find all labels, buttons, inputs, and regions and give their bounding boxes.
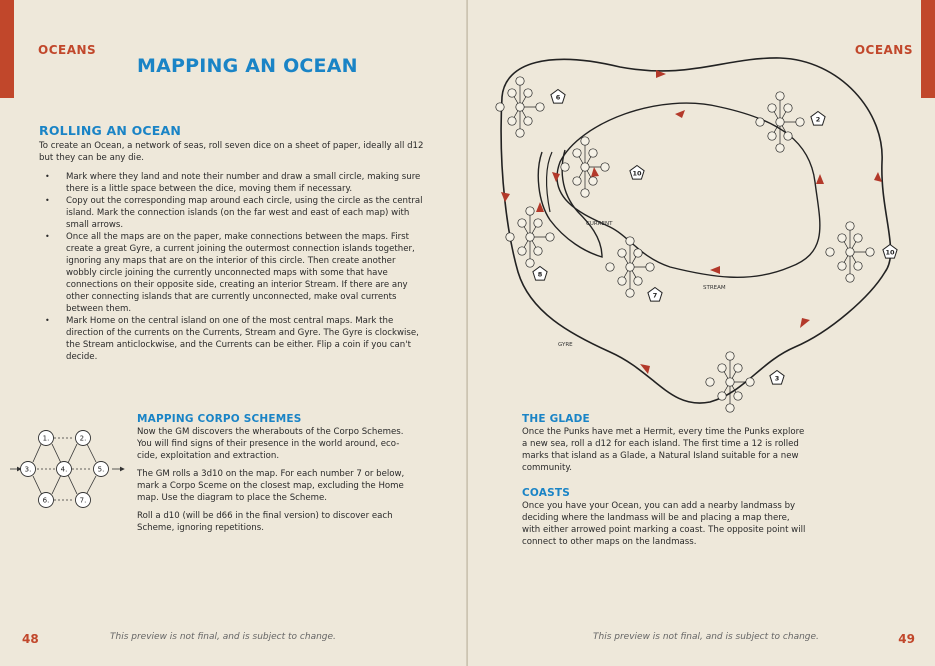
island [589, 177, 597, 185]
corpo-body [137, 426, 412, 534]
island [606, 263, 614, 271]
island [524, 117, 532, 125]
island [846, 222, 854, 230]
island [854, 262, 862, 270]
right-folio: 49 [898, 632, 915, 646]
bullet-item: • Copy out the corresponding map around each circle, using the circle as the central island. Mark the connection islands (on the far west and east of each map) with small arrows. [39, 195, 424, 231]
island [518, 247, 526, 255]
island [784, 104, 792, 112]
rolling-intro: To create an Ocean, a network of seas, roll seven dice on a sheet of paper, ideally all d12 but they can be any die. [39, 141, 424, 163]
island [626, 289, 634, 297]
island [796, 118, 804, 126]
die-value: 7 [652, 291, 658, 300]
corpo-paragraph: Roll a d10 (will be d66 in the final version) to discover each Scheme, ignoring repetitions. [137, 511, 393, 533]
island [776, 144, 784, 152]
ocean-map [490, 52, 910, 414]
die-marker [648, 288, 662, 302]
island [746, 378, 754, 386]
island [524, 89, 532, 97]
island [734, 392, 742, 400]
island [726, 352, 734, 360]
island [626, 237, 634, 245]
glade-heading: THE GLADE [522, 413, 590, 425]
island [534, 219, 542, 227]
island [508, 117, 516, 125]
island [546, 233, 554, 241]
rolling-bullets [39, 171, 424, 363]
rolling-section [39, 123, 424, 363]
node-label: 5. [97, 465, 105, 474]
sea-map [826, 222, 874, 282]
node-label: 3. [24, 465, 32, 474]
left-running-head: OCEANS [38, 43, 97, 57]
bullet-item: • Mark Home on the central island on one of the most central maps. Mark the direction of the currents on the Currents, Stream and Gyre. The Gyre is clockwise, the Stream anticlockwise, and the Currents can be either. Flip a coin if you can't decide. [39, 315, 424, 363]
rolling-body [39, 140, 424, 363]
island [726, 378, 734, 386]
island [776, 118, 784, 126]
sea-map [606, 237, 654, 297]
island [718, 364, 726, 372]
die-value: 8 [537, 270, 543, 279]
island [526, 207, 534, 215]
island [526, 259, 534, 267]
die-marker [630, 166, 644, 180]
island [634, 249, 642, 257]
island [581, 189, 589, 197]
map-label: GYRE [558, 342, 573, 348]
island [726, 404, 734, 412]
bullet-item: • Mark where they land and note their number and draw a small circle, making sure there is a little space between the dice, moving them if necessary. [39, 171, 424, 195]
right-page [468, 0, 935, 666]
island [516, 129, 524, 137]
die-marker [811, 112, 825, 126]
map-label: STREAM [703, 285, 726, 291]
corpo-paragraph: The GM rolls a 3d10 on the map. For each number 7 or below, mark a Corpo Sceme on the closest map, excluding the Home map. Use the diagram to place the Scheme. [137, 469, 405, 503]
left-folio: 48 [22, 632, 39, 646]
die-value: 10 [885, 248, 895, 257]
island [838, 262, 846, 270]
island [573, 177, 581, 185]
glade-body: Once the Punks have met a Hermit, every time the Punks explore a new sea, roll a d12 for each island. The first time a 12 is rolled marks that island as a Glade, a Natural Island suitable for a new community. [522, 427, 805, 473]
corpo-paragraph: Now the GM discovers the wherabouts of the Corpo Schemes. You will find signs of their presence in the world around, eco-cide, exploitation and extraction. [137, 427, 404, 461]
die-value: 6 [555, 93, 561, 102]
glade-section [522, 413, 807, 474]
island [573, 149, 581, 157]
coasts-section [522, 487, 807, 548]
map-label: CURRENT [586, 221, 613, 227]
island [561, 163, 569, 171]
rolling-heading: ROLLING AN OCEAN [39, 123, 182, 138]
island [826, 248, 834, 256]
island [784, 132, 792, 140]
island [866, 248, 874, 256]
island [589, 149, 597, 157]
node-label: 4. [60, 465, 68, 474]
island [506, 233, 514, 241]
die-value: 2 [815, 115, 821, 124]
corpo-scheme-diagram [6, 425, 128, 517]
left-color-tab [0, 0, 14, 98]
corpo-heading: MAPPING CORPO SCHEMES [137, 413, 302, 425]
die-value: 3 [774, 374, 780, 383]
island [756, 118, 764, 126]
die-marker [770, 371, 784, 385]
island [618, 277, 626, 285]
current-arrows [501, 70, 882, 374]
island [776, 92, 784, 100]
right-preview-note: This preview is not final, and is subject to change. [593, 632, 819, 642]
island [854, 234, 862, 242]
island [516, 77, 524, 85]
corpo-section [137, 413, 412, 540]
island [601, 163, 609, 171]
island [838, 234, 846, 242]
sea-map [496, 77, 544, 137]
island [534, 247, 542, 255]
island [516, 103, 524, 111]
island [734, 364, 742, 372]
island [508, 89, 516, 97]
die-marker [551, 90, 565, 104]
right-color-tab [921, 0, 935, 98]
island [536, 103, 544, 111]
stream-current [557, 103, 820, 277]
node-label: 2. [79, 434, 87, 443]
sea-map [706, 352, 754, 412]
island [846, 248, 854, 256]
page-title: MAPPING AN OCEAN [137, 55, 358, 77]
coasts-heading: COASTS [522, 487, 570, 499]
coasts-body: Once you have your Ocean, you can add a nearby landmass by deciding where the landmass will be and placing a map there, with either arrowed point marking a coast. The opposite point will connect to other maps on the landmass. [522, 501, 806, 547]
node-label: 1. [42, 434, 50, 443]
island [581, 163, 589, 171]
island [526, 233, 534, 241]
die-marker [883, 245, 897, 259]
left-preview-note: This preview is not final, and is subject to change. [110, 632, 336, 642]
island [518, 219, 526, 227]
node-label: 7. [79, 496, 87, 505]
island [768, 132, 776, 140]
node-label: 6. [42, 496, 50, 505]
left-page [0, 0, 467, 666]
die-value: 10 [632, 169, 642, 178]
island [618, 249, 626, 257]
island [846, 274, 854, 282]
right-running-head: OCEANS [854, 43, 913, 57]
bullet-item: • Once all the maps are on the paper, make connections between the maps. First create a great Gyre, a current joining the outermost connection islands together, ignoring any maps that are on the interior of this circle. Then create another wobbly circle joining the currently unconnected maps with some that have connections on their opposite side, creating an interior Stream. If there are any other connecting islands that are currently unconnected, make oval currents between them. [39, 231, 424, 315]
island [496, 103, 504, 111]
island [718, 392, 726, 400]
island [626, 263, 634, 271]
island [768, 104, 776, 112]
island [646, 263, 654, 271]
island [634, 277, 642, 285]
die-marker [533, 267, 547, 281]
sea-map [561, 137, 609, 197]
island [581, 137, 589, 145]
island [706, 378, 714, 386]
